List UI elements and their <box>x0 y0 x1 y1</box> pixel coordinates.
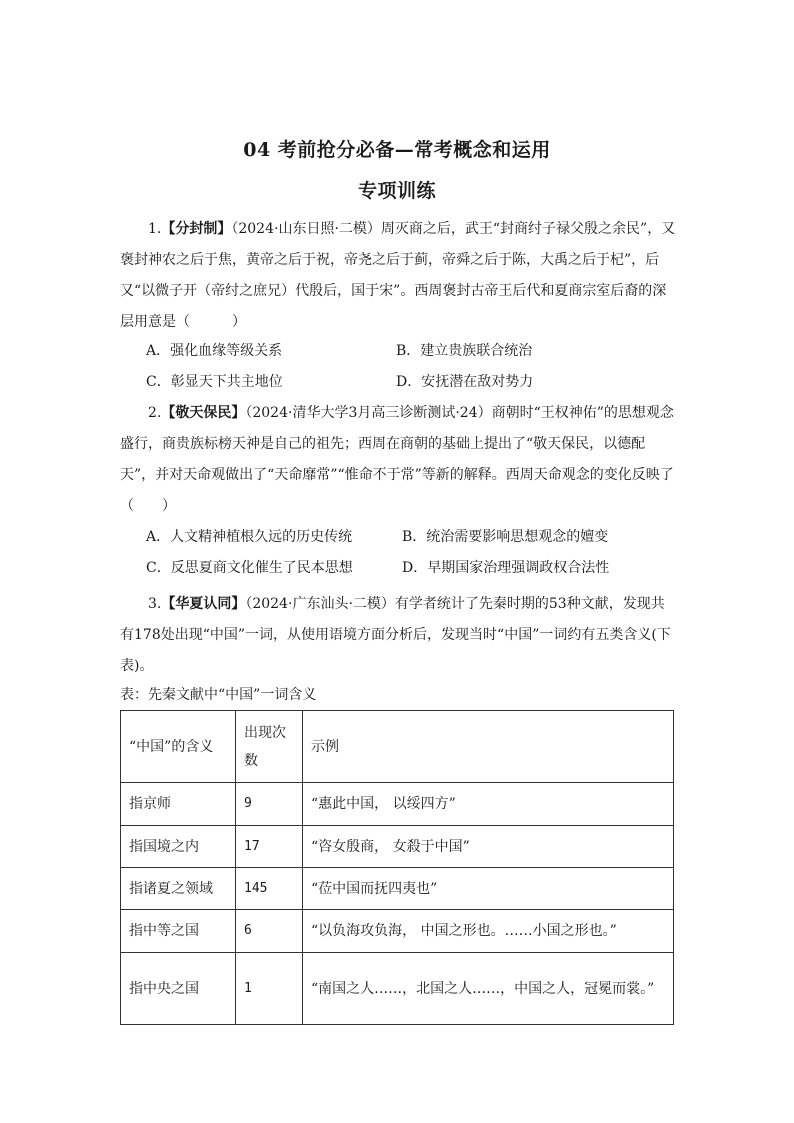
table-cell: 指中央之国 <box>121 953 236 1025</box>
question-1-text: （2024·山东日照·二模）周灭商之后，武王“封商纣子禄父殷之余民”，又褒封神农之后于焦，黄帝之后于祝，帝尧之后于蓟，帝舜之后于陈，大禹之后于杞”，后又“以微子开（帝纣之庶兄）代殷后，国于宋”。西周褒封古帝王后代和夏商宗室后裔的深层用意是（ ） <box>120 221 676 330</box>
table-row <box>121 868 674 910</box>
table-cell: 145 <box>236 868 303 910</box>
table-header-cell: 出现次数 <box>236 711 303 783</box>
table-cell: “咨女殷商， 女殺于中国” <box>303 826 674 868</box>
table-cell: “南国之人……，北国之人……，中国之人，冠冕而裳。” <box>303 953 674 1025</box>
table-row <box>121 826 674 868</box>
question-2-number: 2. <box>148 405 162 421</box>
question-1-option-b[interactable]: B．建立贵族联合统治 <box>396 343 533 359</box>
table-row <box>121 783 674 826</box>
question-2-option-d[interactable]: D．早期国家治理强调政权合法性 <box>402 560 610 576</box>
table-row <box>121 910 674 953</box>
table-cell: 17 <box>236 826 303 868</box>
document-title: 04 考前抢分必备—常考概念和运用 <box>243 139 551 161</box>
question-2-option-b[interactable]: B．统治需要影响思想观念的嬗变 <box>402 529 609 545</box>
question-1-option-c[interactable]: C．彰显天下共主地位 <box>146 374 283 390</box>
table-row <box>121 953 674 1025</box>
question-2 <box>120 398 676 522</box>
question-3 <box>120 589 676 682</box>
table-header-cell: 示例 <box>303 711 674 783</box>
table-cell: “以负海攻负海， 中国之形也。……小国之形也。” <box>303 910 674 953</box>
question-1 <box>120 214 676 338</box>
table-caption: 表：先秦文献中“中国”一词含义 <box>120 687 317 703</box>
question-2-text: （2024·清华大学3月高三诊断测试·24）商朝时“王权神佑”的思想观念盛行，商贵族标榜天神是自己的祖先；西周在商朝的基础上提出了“敬天保民，以德配天”，并对天命观做出了“天命靡常”“惟命不于常”等新的解释。西周天命观念的变化反映了（ ） <box>120 405 674 514</box>
table-cell: 1 <box>236 953 303 1025</box>
table-cell: 指中等之国 <box>121 910 236 953</box>
table-cell: 指诸夏之领域 <box>121 868 236 910</box>
table-cell: 指京师 <box>121 783 236 826</box>
question-2-option-a[interactable]: A．人文精神植根久远的历史传统 <box>146 529 353 545</box>
table-cell: 9 <box>236 783 303 826</box>
question-3-tag: 【华夏认同】 <box>161 596 246 612</box>
question-1-option-a[interactable]: A．强化血缘等级关系 <box>146 343 283 359</box>
meaning-table <box>120 710 674 1025</box>
question-2-tag: 【敬天保民】 <box>161 405 246 421</box>
table-cell: “惠此中国， 以绥四方” <box>303 783 674 826</box>
document-subtitle: 专项训练 <box>357 180 436 202</box>
question-1-number: 1. <box>148 221 162 237</box>
question-2-option-c[interactable]: C．反思夏商文化催生了民本思想 <box>146 560 353 576</box>
question-3-text: （2024·广东汕头·二模）有学者统计了先秦时期的53种文献，发现共有178处出现“中国”一词，从使用语境方面分析后，发现当时“中国”一词约有五类含义(下表)。 <box>120 596 671 674</box>
table-cell: 6 <box>236 910 303 953</box>
table-cell: 指国境之内 <box>121 826 236 868</box>
question-1-tag: 【分封制】 <box>161 221 232 237</box>
table-header-row <box>121 711 674 783</box>
table-cell: “莅中国而抚四夷也” <box>303 868 674 910</box>
table-header-cell: “中国”的含义 <box>121 711 236 783</box>
question-3-number: 3. <box>148 596 162 612</box>
question-1-option-d[interactable]: D．安抚潜在敌对势力 <box>396 374 534 390</box>
